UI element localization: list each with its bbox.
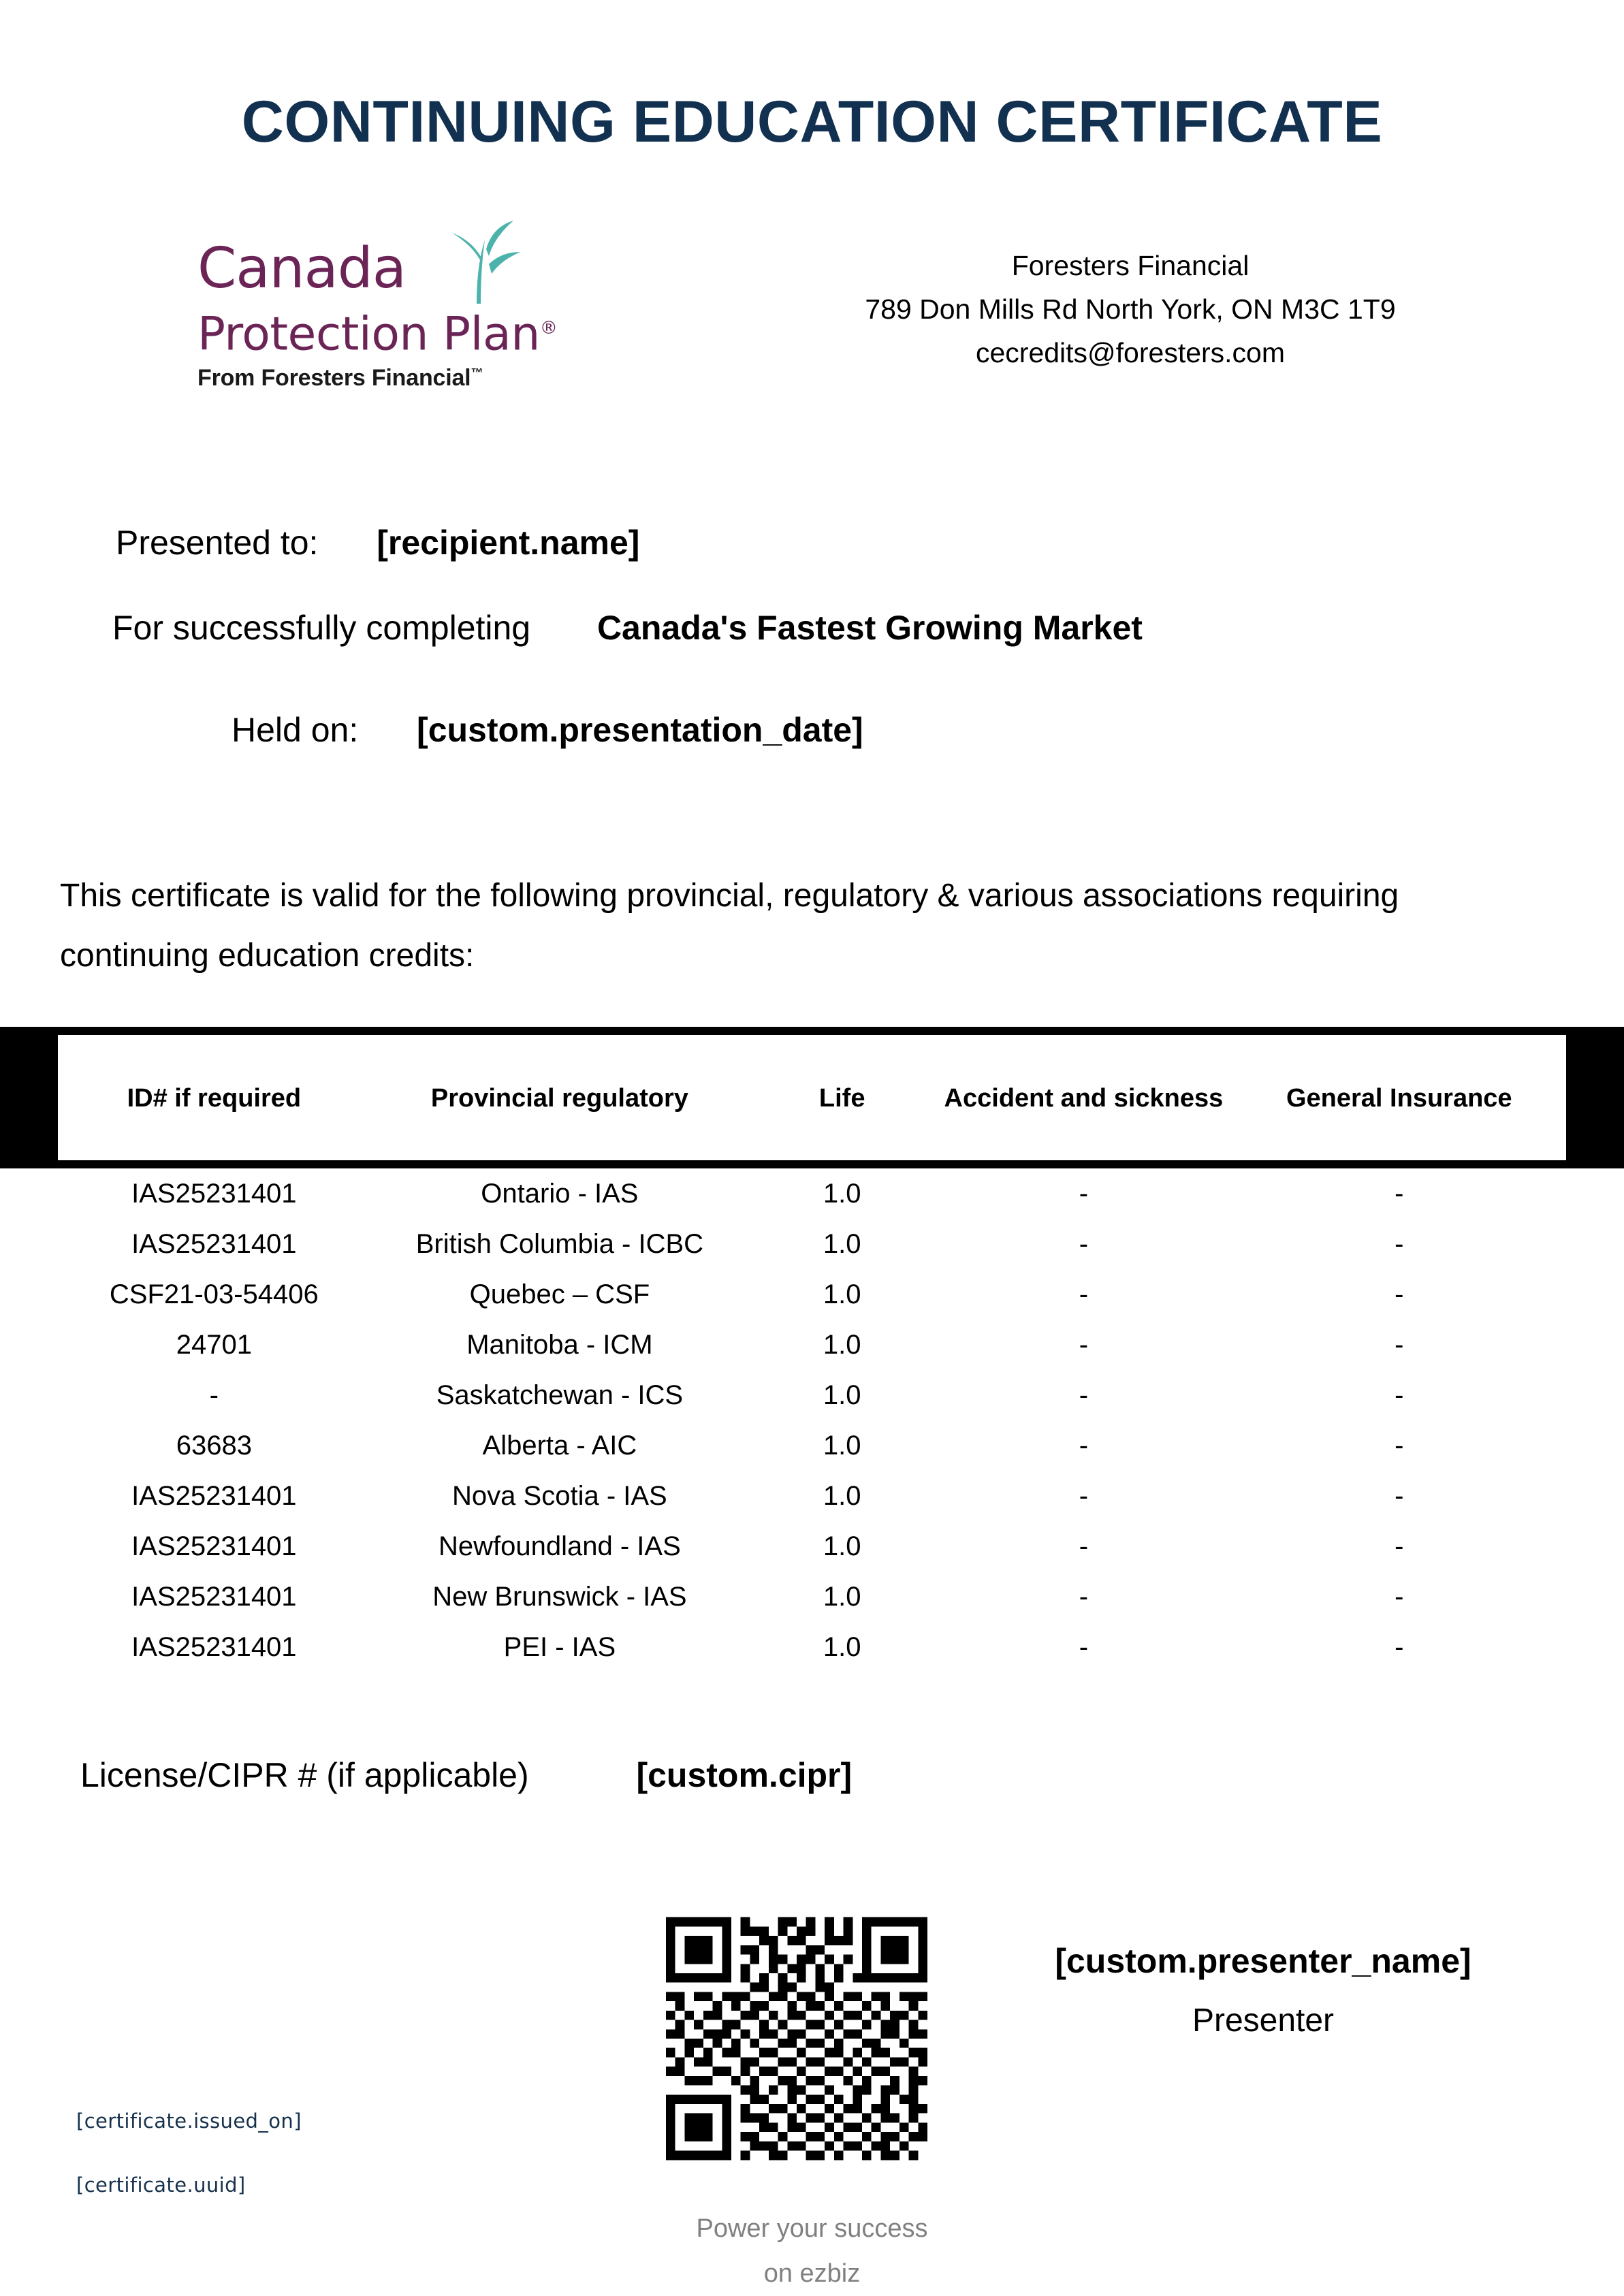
table-row (0, 1269, 1624, 1320)
cell-general-insurance: - (1395, 1581, 1404, 1612)
column-header-id: ID# if required (58, 1031, 370, 1164)
credits-table-head (0, 1031, 1624, 1164)
cell-accident-sickness: - (1079, 1581, 1089, 1612)
cell-general-insurance: - (1395, 1178, 1404, 1209)
table-row (0, 1420, 1624, 1471)
row-edge-right (1566, 1164, 1624, 1219)
footer-line-2: on ezbiz (763, 2259, 861, 2288)
cell-province: British Columbia - ICBC (415, 1228, 704, 1259)
logo-line3-label: From Foresters Financial (197, 365, 471, 391)
held-on-label: Held on: (232, 711, 359, 749)
completing-label: For successfully completing (112, 609, 531, 647)
cell-general-insurance: - (1395, 1380, 1404, 1410)
cell-general-insurance: - (1395, 1329, 1404, 1360)
row-edge-right (1566, 1420, 1624, 1471)
cell-id: IAS25231401 (131, 1531, 297, 1561)
cell-accident-sickness: - (1079, 1228, 1089, 1259)
presented-to-value: [recipient.name] (377, 524, 640, 562)
cell-accident-sickness: - (1079, 1380, 1089, 1410)
cell-province: Ontario - IAS (481, 1178, 639, 1209)
logo-tagline (197, 365, 606, 392)
cell-province: Quebec – CSF (469, 1279, 650, 1309)
cell-accident-sickness: - (1079, 1531, 1089, 1561)
license-cipr-value: [custom.cipr] (636, 1756, 853, 1794)
cell-id: IAS25231401 (131, 1228, 297, 1259)
issuer-address: 789 Don Mills Rd North York, ON M3C 1T9 (865, 293, 1396, 325)
column-header-province: Provincial regulatory (370, 1031, 750, 1164)
logo-line1-label: Canada (197, 236, 407, 301)
cell-id: 63683 (176, 1430, 252, 1461)
row-edge-right (1566, 1471, 1624, 1521)
cell-id: IAS25231401 (131, 1581, 297, 1612)
logo-canada-text (197, 238, 606, 300)
table-edge-right (1566, 1031, 1624, 1164)
table-row (0, 1471, 1624, 1521)
cell-general-insurance: - (1395, 1228, 1404, 1259)
brand-logo (197, 238, 606, 392)
column-header-life: Life (749, 1031, 935, 1164)
table-edge-left (0, 1031, 58, 1164)
column-header-accident-sickness: Accident and sickness (935, 1031, 1232, 1164)
cell-life: 1.0 (823, 1480, 861, 1511)
held-on-value: [custom.presentation_date] (417, 711, 863, 749)
course-title: Canada's Fastest Growing Market (596, 609, 1143, 647)
table-row (0, 1521, 1624, 1572)
cell-life: 1.0 (823, 1631, 861, 1662)
logo-line2-label: Protection Plan (197, 307, 540, 362)
table-row (0, 1164, 1624, 1219)
credits-table (0, 1027, 1624, 1672)
page-title: CONTINUING EDUCATION CERTIFICATE (241, 89, 1383, 155)
row-edge-right (1566, 1622, 1624, 1672)
cell-province: Alberta - AIC (482, 1430, 637, 1461)
row-edge-right (1566, 1572, 1624, 1622)
presenter-block (967, 1937, 1559, 2045)
registered-mark: ® (539, 318, 558, 338)
cell-general-insurance: - (1395, 1631, 1404, 1662)
footer-line-1: Power your success (696, 2214, 928, 2243)
issuer-email: cecredits@foresters.com (975, 337, 1286, 368)
row-edge-left (0, 1370, 58, 1420)
license-cipr-row (80, 1755, 852, 1795)
validity-statement: This certificate is valid for the following provincial, regulatory & various associations requiring continuing education credits: (60, 878, 1399, 974)
table-row (0, 1320, 1624, 1370)
cell-province: Nova Scotia - IAS (452, 1480, 667, 1511)
cell-life: 1.0 (823, 1279, 861, 1309)
cell-province: New Brunswick - IAS (432, 1581, 687, 1612)
cell-province: Saskatchewan - ICS (436, 1380, 684, 1410)
row-edge-left (0, 1164, 58, 1219)
qr-code[interactable] (666, 1908, 927, 2169)
logo-protection-plan-text (197, 300, 606, 362)
footer-branding (0, 2206, 1624, 2296)
credits-table-body (0, 1164, 1624, 1672)
row-edge-right (1566, 1320, 1624, 1370)
row-edge-left (0, 1420, 58, 1471)
issuer-name: Foresters Financial (1011, 250, 1249, 281)
presented-to-row (116, 523, 639, 562)
completing-row (112, 608, 1143, 648)
cell-id: IAS25231401 (131, 1178, 297, 1209)
table-row (0, 1622, 1624, 1672)
trademark-mark: ™ (471, 366, 483, 380)
row-edge-right (1566, 1370, 1624, 1420)
license-cipr-label: License/CIPR # (if applicable) (80, 1756, 529, 1794)
cell-province: PEI - IAS (503, 1631, 616, 1662)
cell-province: Manitoba - ICM (466, 1329, 653, 1360)
cell-id: CSF21-03-54406 (109, 1279, 319, 1309)
row-edge-left (0, 1269, 58, 1320)
cell-accident-sickness: - (1079, 1631, 1089, 1662)
certificate-uuid: [certificate.uuid] (76, 2173, 246, 2197)
cell-id: 24701 (176, 1329, 252, 1360)
cell-accident-sickness: - (1079, 1178, 1089, 1209)
cell-life: 1.0 (823, 1178, 861, 1209)
column-header-general-insurance: General Insurance (1232, 1031, 1566, 1164)
held-on-row (232, 710, 863, 750)
row-edge-left (0, 1320, 58, 1370)
presenter-name: [custom.presenter_name] (1055, 1942, 1471, 1980)
cell-life: 1.0 (823, 1329, 861, 1360)
cell-life: 1.0 (823, 1228, 861, 1259)
row-edge-left (0, 1471, 58, 1521)
table-row (0, 1572, 1624, 1622)
row-edge-left (0, 1219, 58, 1269)
row-edge-left (0, 1572, 58, 1622)
row-edge-right (1566, 1269, 1624, 1320)
credits-table-wrapper (0, 1027, 1624, 1672)
certificate-issued-on: [certificate.issued_on] (76, 2109, 302, 2133)
cell-general-insurance: - (1395, 1279, 1404, 1309)
sprout-icon (437, 219, 539, 317)
cell-general-insurance: - (1395, 1480, 1404, 1511)
row-edge-left (0, 1521, 58, 1572)
row-edge-right (1566, 1521, 1624, 1572)
cell-general-insurance: - (1395, 1531, 1404, 1561)
presenter-role-label: Presenter (1192, 2003, 1335, 2039)
cell-general-insurance: - (1395, 1430, 1404, 1461)
issuer-address-block (810, 244, 1450, 374)
table-row (0, 1370, 1624, 1420)
row-edge-left (0, 1622, 58, 1672)
cell-accident-sickness: - (1079, 1279, 1089, 1309)
cell-life: 1.0 (823, 1380, 861, 1410)
cell-life: 1.0 (823, 1430, 861, 1461)
cell-accident-sickness: - (1079, 1430, 1089, 1461)
cell-life: 1.0 (823, 1581, 861, 1612)
cell-accident-sickness: - (1079, 1480, 1089, 1511)
table-header-row (0, 1031, 1624, 1164)
cell-life: 1.0 (823, 1531, 861, 1561)
cell-province: Newfoundland - IAS (439, 1531, 681, 1561)
table-row (0, 1219, 1624, 1269)
presented-to-label: Presented to: (116, 524, 319, 562)
cell-accident-sickness: - (1079, 1329, 1089, 1360)
cell-id: IAS25231401 (131, 1631, 297, 1662)
cell-id: IAS25231401 (131, 1480, 297, 1511)
cell-id: - (209, 1380, 219, 1410)
row-edge-right (1566, 1219, 1624, 1269)
